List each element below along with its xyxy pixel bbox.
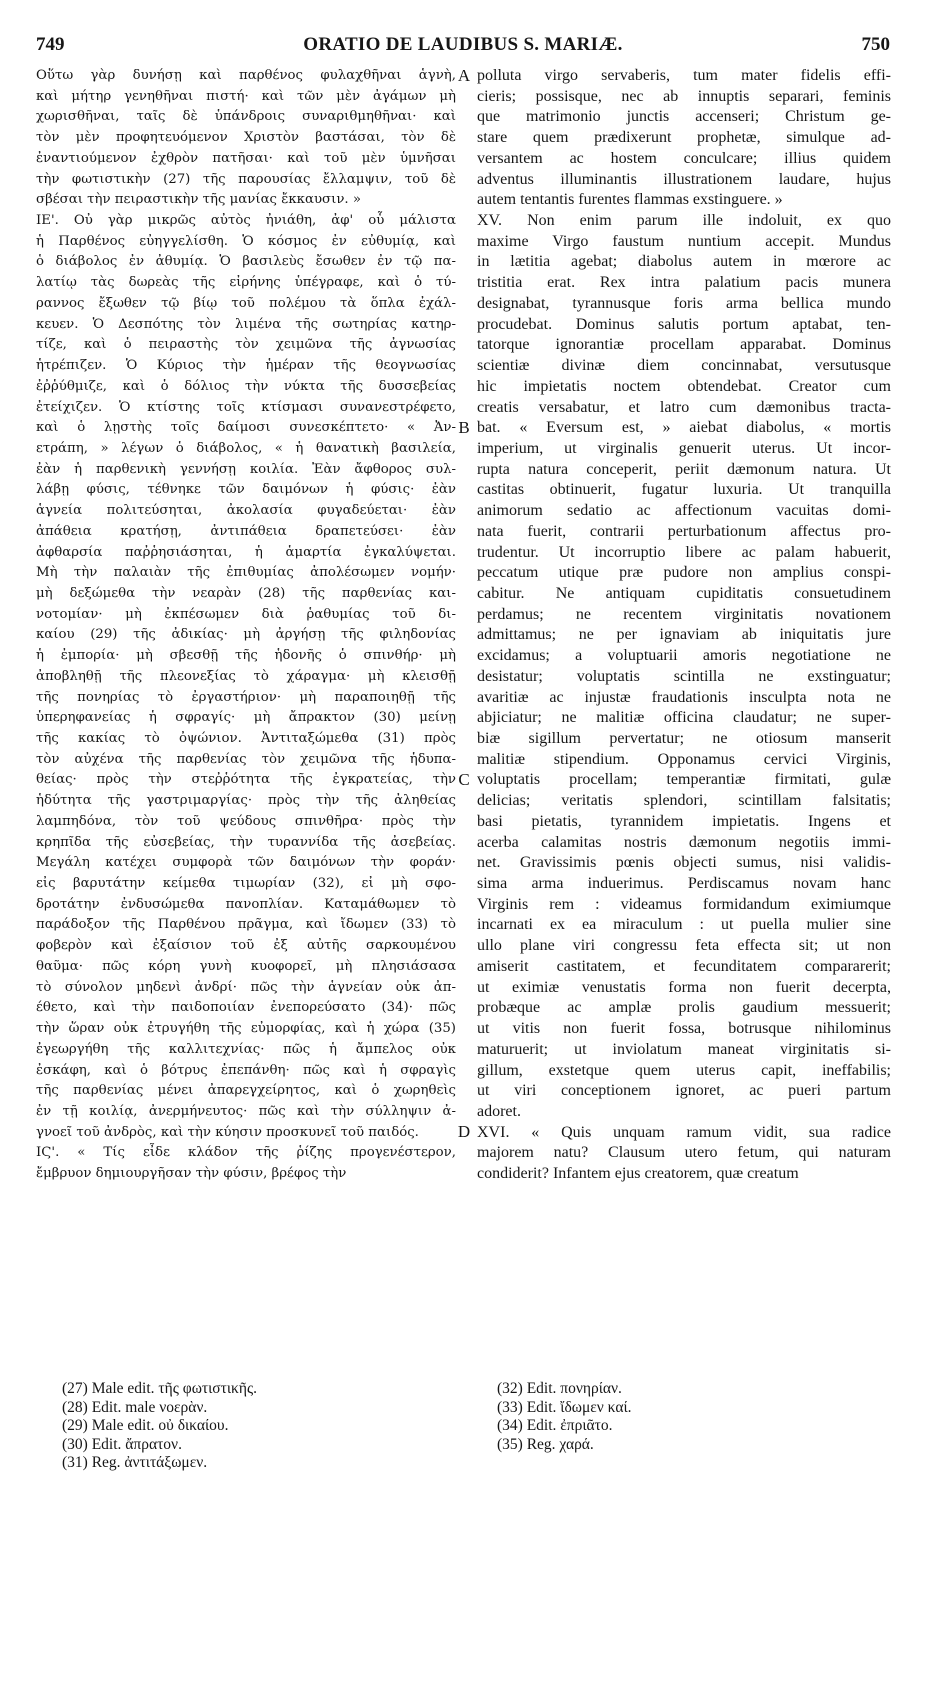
latin-text-line: adoret. — [477, 1102, 521, 1120]
footnotes-right — [497, 1380, 877, 1454]
greek-text-line: τῆς πονηρίας τὸ ἐργαστήριον· μὴ παραποιηθῇ τῆς — [36, 689, 456, 705]
greek-text-line: Μεγάλη κατέχει συμφορὰ τῶν δαιμόνων τὴν φοράν· — [36, 855, 456, 871]
greek-text-line: ἀπάθεια κρατήσῃ, ἀντιπάθεια δραπετεύσει· ἐὰν — [36, 523, 456, 539]
greek-text-line: φοβερὸν καὶ ἐξαίσιον τοῦ ἐξ αὐτῆς σαρκουμένου — [36, 938, 456, 954]
greek-text-line: ΙΕ'. Οὐ γὰρ μικρῶς αὐτὸς ἠνιάθη, ἀφ' οὗ μάλιστα — [36, 213, 456, 229]
running-header — [36, 34, 890, 60]
greek-text-line: ἡ ἐμπορία· μὴ σβεσθῇ τῆς ἡδονῆς ὁ σπινθήρ· μὴ — [36, 648, 456, 664]
latin-text-line: majorem natu? Clausum utero fetum, qui naturam — [477, 1144, 891, 1162]
greek-text-line: ἐτείχιζεν. Ὁ κτίστης τοῖς κτίσμασι συνανεστρέφετο, — [36, 399, 456, 415]
section-marker-b: B — [458, 418, 470, 437]
latin-text-line: adventus illuminantis illustrationem laudare, hujus — [477, 170, 891, 188]
footnote: (31) Reg. ἀντιτάξωμεν. — [62, 1454, 208, 1472]
latin-text-line: condiderit? Infantem ejus creatorem, quæ creatum — [477, 1165, 799, 1183]
greek-text-line: ἡ Παρθένος εὐηγγελίσθη. Ὁ κόσμος ἐν εὐθυμίᾳ, καὶ — [36, 233, 456, 249]
latin-text-line: maturuerit; ut inviolatum maneat virginitatis si- — [477, 1040, 891, 1058]
latin-text-line: rupta natura conceperit, periit dæmonum natura. Ut — [477, 460, 891, 478]
latin-text-line: animorum sedatio ac affectionum vacuitas domi- — [477, 502, 891, 520]
greek-text-line: ἐναντιούμενον ἐχθρὸν πατῆσαι· καὶ τοῦ μὲν ὑμνῆσαι — [36, 150, 456, 166]
footnote: (28) Edit. male νοερὰν. — [62, 1398, 208, 1416]
greek-text-line: τὸ σύνολον μηδενὶ ἀνδρί· πῶς τὴν ἁγνείαν οὐκ ἀπ- — [36, 979, 456, 995]
greek-text-line: έθετο, καὶ τὴν παιδοποιίαν ἐνεπορεύσατο (34)· πῶς — [36, 1000, 456, 1016]
latin-text-line: cieris; possisque, nec ab innuptis separari, feminis — [477, 87, 891, 105]
greek-text-line: γνοεῖ τοῦ ἀνδρὸς, καὶ τὴν κύησιν προσκυνεῖ τοῦ παιδός. — [36, 1124, 419, 1140]
greek-text-line: ὑπερηφανείας ἡ σφραγίς· μὴ ἄπρακτον (30) μείνῃ — [36, 710, 456, 726]
latin-text-line: autem tentantis furentes flammas exstinguere. » — [477, 191, 783, 209]
latin-text-line: XV. Non enim parum ille indoluit, ex quo — [477, 212, 891, 230]
greek-text-line: θείας· πρὸς τὴν στεῤῥότητα τῆς ἐγκρατείας, τὴν — [36, 772, 456, 788]
greek-text-line: ἡδύτητα τῆς γαστριμαργίας· πρὸς τὴν τῆς ἀληθείας — [36, 793, 456, 809]
latin-text-line: hic impietatis noctem obtendebat. Creator cum — [477, 377, 891, 395]
greek-text-line: καὶ ὁ λῃστὴς τοῖς δαίμοσι συνεσκέπτετο· « Ἀν- — [36, 420, 456, 436]
greek-text-line: Οὕτω γὰρ δυνήσῃ καὶ παρθένος φυλαχθῆναι ἁγνὴ, — [36, 68, 456, 83]
latin-text-line: excidamus; a voluptuarii amoris negotiatione ne — [477, 647, 891, 665]
greek-text-line: παράδοξον τῆς Παρθένου πρᾶγμα, καὶ ἴδωμεν (33) τὸ — [36, 917, 456, 933]
greek-text-line: ἐῤῥύθμιζε, καὶ ὁ δόλιος τὴν νύκτα τῆς δυσσεβείας — [36, 378, 456, 394]
section-marker-c: C — [458, 770, 470, 789]
greek-text-line: ἔμβρυον δημιουργῆσαν τὴν φύσιν, βρέφος τὴν — [36, 1166, 347, 1182]
greek-text-line: λαμπηδόνα, τὸν τοῦ ψεύδους σπινθῆρα· πρὸς τὴν — [36, 813, 456, 829]
latin-text-line: XVI. « Quis unquam ramum vidit, sua radice — [477, 1123, 891, 1141]
latin-text-line: sima arma induerimus. Perdiscamus novam hanc — [477, 875, 891, 893]
greek-text-line: ἁγνεία πολιτεύσηται, ἀκολασία φυγαδεύεται· ἐὰν — [36, 503, 456, 519]
latin-text-line: net. Gravissimis pœnis objecti sumus, nisi validis- — [477, 854, 891, 872]
latin-text-line: probæque ac amplæ prolis gaudium messuerit; — [477, 999, 891, 1017]
footnotes-left — [62, 1380, 442, 1473]
latin-text-line: scientiæ divinæ diem concinnabat, versutusque — [477, 357, 891, 375]
greek-text-line: ἐγεωργήθη τῆς καλλιτεχνίας· πῶς ἡ ἄμπελος οὐκ — [36, 1041, 456, 1057]
latin-text-line: ullo plane viri congressu feta effecta sit; ut non — [477, 937, 891, 955]
latin-text-line: ut vitis non fuerit fossa, botrusque nihilominus — [477, 1020, 891, 1038]
latin-text-line: incarnati ex ea miraculum : ut puella mulier sine — [477, 916, 891, 934]
footnote: (35) Reg. χαρά. — [497, 1435, 594, 1453]
greek-text-line: χωρισθῆναι, ταῖς δὲ ὑπάνδροις συναριθμηθῆναι· καὶ — [36, 109, 456, 125]
latin-text-line: peccatum utique præ pudore non amplius conspi- — [477, 564, 891, 582]
latin-text-line: amiserit castitatem, et fecunditatem compararerit; — [477, 957, 891, 975]
greek-text-line: ετράπη, » λέγων ὁ διάβολος, « ἡ θανατικὴ βασιλεία, — [36, 440, 456, 456]
latin-text-line: designabat, tyrannusque foris arma bellica mundo — [477, 294, 891, 312]
greek-text-line: ΙϚ'. « Τίς εἶδε κλάδον τῆς ῥίζης προγενέστερον, — [36, 1145, 456, 1161]
footnote: (27) Male edit. τῆς φωτιστικῆς. — [62, 1380, 257, 1397]
greek-text-line: σβέσαι τὴν πειραστικὴν τῆς μανίας ἔκκαυσιν. » — [36, 192, 362, 208]
latin-text-line: versantem ac hostem conculcare; illius quidem — [477, 149, 891, 167]
latin-text-line: admittamus; ne per ignaviam ab iniquitatis jure — [477, 626, 891, 644]
latin-text-line: perdamus; ne recentem virginitatis novationem — [477, 605, 891, 623]
section-marker-a: A — [457, 66, 471, 85]
greek-text-line: εἰς βαρυτάτην κείμεθα τιμωρίαν (32), εἰ μὴ σφο- — [36, 876, 456, 892]
greek-text-line: νοτομίαν· μὴ ἐκπέσωμεν διὰ ῥαθυμίας τοῦ δι- — [36, 606, 456, 622]
page-number-right: 750 — [861, 34, 890, 55]
latin-text-line: tatorque ignorantiæ procellam apparabat. Dominus — [477, 336, 891, 354]
latin-text-line: bat. « Eversum est, » aiebat diabolus, « mortis — [477, 419, 891, 437]
greek-text-line: τὴν φωτιστικὴν (27) τῆς παρουσίας ἔλλαμψιν, τοῦ δὲ — [36, 171, 456, 187]
greek-text-line: τὴν ὥραν οὐκ ἐτρυγήθη τῆς εὐμορφίας, καὶ ἡ χώρα (35) — [36, 1021, 456, 1037]
running-title: ORATIO DE LAUDIBUS S. MARIÆ. — [303, 34, 623, 55]
latin-text-line: procudebat. Dominus salutis portum aptabat, ten- — [477, 315, 891, 333]
footnote: (30) Edit. ἄπρατον. — [62, 1435, 182, 1453]
greek-text-line: δροτάτην ἐνδυσώμεθα πανοπλίαν. Καταμάθωμεν τὸ — [36, 896, 456, 912]
latin-text-line: ut eximiæ venustatis forma non fuerit decerpta, — [477, 978, 891, 996]
latin-text-line: desistatur; voluptatis scintilla ne exstinguatur; — [477, 667, 891, 685]
page-number-left: 749 — [36, 34, 65, 55]
latin-text-line: gillum, exstetque quem uterus capit, ineffabilis; — [477, 1061, 891, 1079]
greek-text-line: ἐν τῇ κοιλίᾳ, ἀνερμήνευτος· πῶς καὶ τὴν σύλληψιν ἀ- — [36, 1103, 456, 1119]
footnote: (34) Edit. ἐπριᾶτο. — [497, 1417, 613, 1435]
greek-text-line: τῆς παρθενίας μένει ἀπαρεγχείρητος, καὶ ὁ χωρηθεὶς — [36, 1083, 456, 1099]
greek-text-line: τίζε, καὶ ὁ πειραστὴς τὸν χειμῶνα τῆς ἀγνωσίας — [36, 337, 456, 353]
greek-text-line: ἀποβληθῇ τῆς πλεονεξίας τὸ χάραγμα· μὴ κλεισθῇ — [36, 668, 456, 684]
footnote: (29) Male edit. οὐ δικαίου. — [62, 1417, 229, 1435]
greek-text-line: ραννος ἔξωθεν τῷ βίῳ τοῦ πολέμου τὰ ὅπλα ἐχάλ- — [36, 295, 456, 311]
greek-text-line: ὁ διάβολος ἐν ἀθυμίᾳ. Ὁ βασιλεὺς ἔσωθεν ἐν τῷ πα- — [36, 254, 456, 270]
latin-text-line: trudentur. Ut incorruptio libere ac palam habuerit, — [477, 543, 891, 561]
greek-text-line: τὸν μὲν προφητευόμενον Χριστὸν βαστάσαι, τὸν δὲ — [36, 130, 456, 146]
latin-text-line: stare quem prædixerunt prophetæ, simulque ad- — [477, 129, 891, 147]
latin-text-line: tristitia erat. Rex intra palatium pacis munera — [477, 274, 891, 292]
latin-text-line: in lætitia agebat; diabolus autem in mœrore ac — [477, 253, 891, 271]
greek-text-line: τῆς κακίας τὸ ὀψώνιον. Ἀντιταξώμεθα (31) πρὸς — [36, 731, 456, 746]
greek-text-line: καίου (29) τῆς ἀδικίας· μὴ ἀργήσῃ τῆς φιληδονίας — [36, 627, 456, 643]
section-marker-d: D — [457, 1122, 471, 1141]
latin-text-line: nata fuerit, contrarii perturbationum affectus pro- — [477, 522, 891, 540]
latin-text-line: malitiæ stipendium. Opponamus cervici Virginis, — [477, 750, 891, 768]
latin-text-line: maxime Virgo faustum nuntium accepit. Mundus — [477, 232, 891, 250]
latin-text-line: ut viri conceptionem ignoret, ac pueri partum — [477, 1082, 891, 1100]
greek-text-line: κρηπῖδα τῆς εὐσεβείας, τὴν τυραννίδα τῆς ἀσεβείας. — [36, 834, 456, 850]
greek-text-line: ἀφθαρσία παῤῥησιάσηται, ἡ ἁμαρτία ἐγκαλύψεται. — [36, 544, 456, 560]
latin-text-line: delicias; veritatis splendori, scintillam falsitatis; — [477, 792, 891, 810]
greek-text-line: ἐσκάφη, καὶ ὁ βότρυς ἐπεπάνθη· πῶς καὶ ἡ σφραγὶς — [36, 1062, 456, 1078]
greek-text-line: τὸν αὐχένα τῆς παρθενίας τὸν χειμῶνα τῆς ἡδυπα- — [36, 751, 456, 767]
latin-text-line: imperium, ut virginalis genuerit uterus. Ut incor- — [477, 439, 891, 457]
greek-text-line: θαῦμα· πῶς κόρη γυνὴ κυοφορεῖ, μὴ πλησιάσασα — [36, 958, 456, 974]
latin-text-line: voluptatis procellam; temperantiæ firmitati, gulæ — [477, 771, 891, 789]
footnote: (33) Edit. ἴδωμεν καί. — [497, 1398, 632, 1416]
latin-text-line: basi pietatis, tyrannidem impietatis. Ingens et — [477, 812, 891, 830]
latin-text-line: castitas obtinuerit, fugatur luxuria. Ut tranquilla — [477, 481, 891, 499]
latin-text-line: abjiciatur; ne malitiæ officina claudatur; ne super- — [477, 709, 891, 727]
greek-text-line: ἡτρέπιζεν. Ὁ Κύριος τὴν ἡμέραν τῆς θεογνωσίας — [36, 358, 456, 374]
greek-text-line: λάβῃ φύσις, τέθνηκε τῶν δαιμόνων ἡ φύσις· ἐὰν — [36, 482, 456, 498]
latin-text-line: Virginis rem : videamus formidandum eximiumque — [477, 895, 891, 913]
greek-text-line: μὴ δεξώμεθα τὴν νεαρὰν (28) τῆς παρθενίας και- — [36, 585, 456, 601]
latin-text-line: que matrimonio junctis accenseri; Christum ge- — [477, 108, 891, 126]
greek-text-line: καὶ μήτηρ γενηθῆναι πιστή· καὶ τῶν μὲν ἀγάμων μὴ — [36, 88, 456, 104]
greek-text-line: κευεν. Ὁ Δεσπότης τὸν λιμένα τῆς σωτηρίας κατηρ- — [36, 316, 456, 332]
latin-text-line: creatis versabatur, et latro cum dæmonibus tracta- — [477, 398, 891, 416]
latin-text-line: avaritiæ ac injustæ fraudationis insculpta nota ne — [477, 688, 891, 706]
latin-text-line: acerba calamitas nostris dæmonum negotiis immi- — [477, 833, 891, 851]
latin-text-line: biæ sigillum pervertatur; ne otiosum manserit — [477, 730, 891, 747]
greek-text-line: λατίῳ τὰς δωρεὰς τῆς εἰρήνης ὑπέγραφε, καὶ ὁ τύ- — [36, 275, 456, 291]
greek-text-line: Μὴ τὴν παλαιὰν τῆς ἐπιθυμίας ἀπολέσωμεν νομήν· — [36, 565, 456, 581]
latin-text-line: cabitur. Ne antiquam cupiditatis consuetudinem — [477, 584, 891, 602]
footnote: (32) Edit. πονηρίαν. — [497, 1380, 622, 1397]
latin-text-line: polluta virgo servaberis, tum mater fidelis effi- — [477, 67, 891, 84]
greek-text-line: ἐὰν ἡ παρθενικὴ γεννήσῃ κοιλία. Ἐὰν ἄφθορος συλ- — [36, 461, 456, 477]
